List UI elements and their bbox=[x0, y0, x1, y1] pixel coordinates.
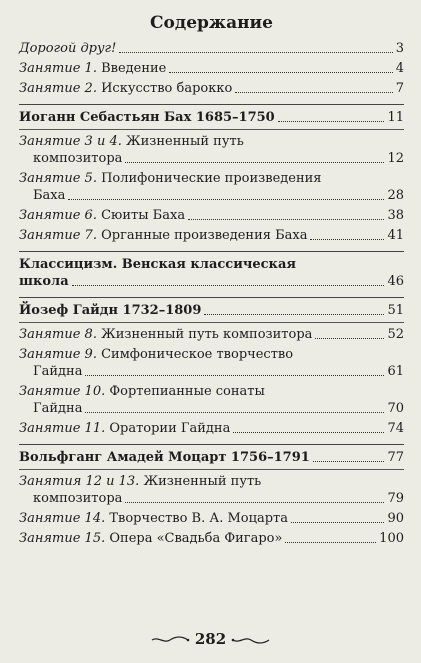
section-divider bbox=[19, 297, 404, 298]
leader-dots bbox=[291, 522, 384, 523]
leader-dots bbox=[204, 314, 384, 315]
toc-lesson-title: Сюиты Баха bbox=[96, 208, 186, 223]
toc-lesson-title: Жизненный путь bbox=[139, 474, 262, 489]
leader-dots bbox=[233, 432, 384, 433]
toc-lesson-title: Искусство барокко bbox=[96, 81, 233, 96]
toc-lesson-title-cont: Гайдна bbox=[33, 401, 83, 416]
leader-dots bbox=[68, 199, 384, 200]
toc-section-title: Классицизм. Венская классическая bbox=[19, 257, 296, 272]
toc-page-number: 52 bbox=[387, 327, 404, 342]
toc-page-number: 12 bbox=[387, 151, 404, 166]
toc-page-number: 100 bbox=[379, 531, 404, 546]
toc-page-number: 4 bbox=[395, 61, 404, 76]
toc-entry bbox=[19, 530, 404, 547]
toc-page-number: 7 bbox=[395, 81, 404, 96]
toc-lesson-title: Органные произведения Баха bbox=[96, 228, 308, 243]
toc-entry bbox=[19, 510, 404, 527]
toc-lesson-title: Жизненный путь bbox=[121, 134, 244, 149]
leader-dots bbox=[278, 121, 385, 122]
toc-section-heading bbox=[19, 256, 404, 273]
toc-entry bbox=[19, 80, 404, 97]
toc-page-number: 3 bbox=[395, 41, 404, 56]
page-footer bbox=[0, 630, 421, 648]
toc-section-title-cont: школа bbox=[19, 274, 69, 289]
leader-dots bbox=[188, 219, 384, 220]
toc-page-number: 38 bbox=[387, 208, 404, 223]
toc-entry-label: Дорогой друг! bbox=[19, 41, 117, 56]
leader-dots bbox=[235, 92, 392, 93]
toc-lesson-number: Занятие 8. bbox=[19, 327, 97, 342]
section-divider bbox=[19, 251, 404, 252]
toc-lesson-title: Введение bbox=[96, 61, 167, 76]
toc-entry bbox=[19, 473, 404, 507]
toc-lesson-number: Занятие 15. bbox=[19, 531, 106, 546]
leader-dots bbox=[125, 162, 384, 163]
toc-lesson-title-cont: композитора bbox=[33, 491, 123, 506]
toc-lesson-title: Симфоническое творчество bbox=[96, 347, 294, 362]
toc-section-title: Иоганн Себастьян Бах 1685–1750 bbox=[19, 110, 275, 125]
leader-dots bbox=[310, 239, 384, 240]
toc-lesson-title: Жизненный путь композитора bbox=[96, 327, 313, 342]
ornament-left-icon bbox=[150, 635, 190, 645]
toc-entry bbox=[19, 40, 404, 57]
toc-lesson-number: Занятие 2. bbox=[19, 81, 97, 96]
toc-entry bbox=[19, 60, 404, 77]
toc-page-number: 61 bbox=[387, 364, 404, 379]
page-title: Содержание bbox=[150, 13, 273, 33]
toc-lesson-number: Занятие 11. bbox=[19, 421, 106, 436]
toc-lesson-number: Занятие 6. bbox=[19, 208, 97, 223]
toc-lesson-title-cont: Баха bbox=[33, 188, 66, 203]
toc-lesson-number: Занятие 3 и 4. bbox=[19, 134, 122, 149]
toc-group bbox=[19, 256, 404, 290]
toc-entry bbox=[19, 170, 404, 204]
toc-page-number: 77 bbox=[387, 450, 404, 465]
toc-entry bbox=[19, 383, 404, 417]
leader-dots bbox=[119, 52, 392, 53]
toc-entry bbox=[19, 326, 404, 343]
toc-lesson-number: Занятие 1. bbox=[19, 61, 97, 76]
ornament-right-icon bbox=[231, 635, 271, 645]
toc-lesson-number: Занятие 7. bbox=[19, 228, 97, 243]
leader-dots bbox=[315, 338, 384, 339]
toc-group bbox=[19, 40, 404, 97]
toc-entry bbox=[19, 207, 404, 224]
toc-page-number: 70 bbox=[387, 401, 404, 416]
toc-page-number: 90 bbox=[387, 511, 404, 526]
leader-dots bbox=[125, 502, 384, 503]
section-divider bbox=[19, 444, 404, 445]
toc-entry bbox=[19, 227, 404, 244]
leader-dots bbox=[85, 412, 384, 413]
leader-dots bbox=[169, 72, 392, 73]
toc-page-number: 46 bbox=[387, 274, 404, 289]
toc-lesson-title-cont: композитора bbox=[33, 151, 123, 166]
section-divider bbox=[19, 322, 404, 323]
toc-section-title: Йозеф Гайдн 1732–1809 bbox=[19, 303, 202, 318]
toc-section-heading bbox=[19, 449, 404, 466]
toc-lesson-title: Полифонические произведения bbox=[96, 171, 322, 186]
toc-section-title: Вольфганг Амадей Моцарт 1756–1791 bbox=[19, 450, 310, 465]
leader-dots bbox=[72, 285, 385, 286]
toc-lesson-number: Занятие 14. bbox=[19, 511, 106, 526]
toc-lesson-number: Занятие 9. bbox=[19, 347, 97, 362]
toc-section-heading bbox=[19, 302, 404, 319]
toc-lesson-title-cont: Гайдна bbox=[33, 364, 83, 379]
toc-lesson-title: Творчество В. А. Моцарта bbox=[105, 511, 288, 526]
toc-lesson-number: Занятия 12 и 13. bbox=[19, 474, 140, 489]
toc-section-heading bbox=[19, 109, 404, 126]
toc-lesson-title: Опера «Свадьба Фигаро» bbox=[105, 531, 283, 546]
toc-group bbox=[19, 449, 404, 547]
toc-page-number: 51 bbox=[387, 303, 404, 318]
toc-group bbox=[19, 109, 404, 244]
section-divider bbox=[19, 104, 404, 105]
toc-entry bbox=[19, 133, 404, 167]
toc-lesson-title: Оратории Гайдна bbox=[105, 421, 231, 436]
toc-lesson-title: Фортепианные сонаты bbox=[105, 384, 265, 399]
toc-lesson-number: Занятие 10. bbox=[19, 384, 106, 399]
toc-page-number: 28 bbox=[387, 188, 404, 203]
toc-lesson-number: Занятие 5. bbox=[19, 171, 97, 186]
toc-page-number: 41 bbox=[387, 228, 404, 243]
toc-page-number: 79 bbox=[387, 491, 404, 506]
leader-dots bbox=[285, 542, 376, 543]
toc-section-heading-cont bbox=[19, 273, 404, 290]
leader-dots bbox=[85, 375, 384, 376]
toc-group bbox=[19, 302, 404, 437]
leader-dots bbox=[313, 461, 385, 462]
section-divider bbox=[19, 129, 404, 130]
toc-page-number: 74 bbox=[387, 421, 404, 436]
section-divider bbox=[19, 469, 404, 470]
toc-entry bbox=[19, 346, 404, 380]
toc-page-number: 11 bbox=[387, 110, 404, 125]
toc-entry bbox=[19, 420, 404, 437]
page-number: 282 bbox=[194, 630, 227, 648]
